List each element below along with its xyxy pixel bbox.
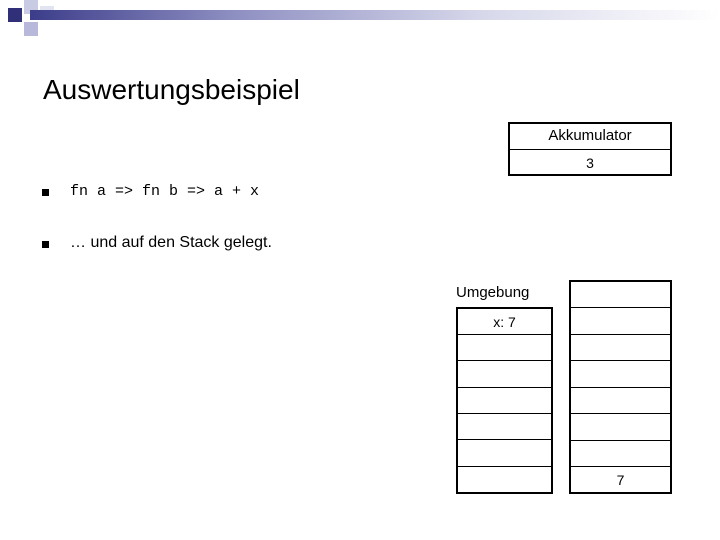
bullet-text: … und auf den Stack gelegt. [70, 234, 272, 251]
environment-row-divider [458, 334, 551, 335]
accumulator-label: Akkumulator [548, 127, 632, 144]
bullet-marker [42, 189, 49, 196]
stack-row-divider [571, 387, 670, 388]
environment-label: Umgebung [456, 284, 530, 301]
slide-title: Auswertungsbeispiel [43, 74, 300, 105]
accumulator-divider [510, 149, 670, 150]
stack-row-divider [571, 307, 670, 308]
stack-entry: 7 [616, 472, 625, 488]
environment-box [456, 307, 553, 494]
environment-row-divider [458, 439, 551, 440]
header-decoration-square [8, 8, 22, 22]
stack-row-divider [571, 360, 670, 361]
environment-row-divider [458, 413, 551, 414]
stack-row-divider [571, 413, 670, 414]
environment-row-divider [458, 387, 551, 388]
accumulator-value: 3 [586, 155, 594, 171]
environment-row-divider [458, 466, 551, 467]
header-gradient-bar [30, 10, 720, 20]
bullet-code-expression: fn a => fn b => a + x [70, 183, 260, 200]
environment-row-divider [458, 360, 551, 361]
bullet-marker [42, 241, 49, 248]
stack-box [569, 280, 672, 494]
environment-entry: x: 7 [493, 314, 516, 330]
accumulator-box [508, 122, 672, 176]
stack-row-divider [571, 334, 670, 335]
stack-row-divider [571, 440, 670, 441]
header-decoration-square [24, 22, 38, 36]
stack-row-divider [571, 466, 670, 467]
